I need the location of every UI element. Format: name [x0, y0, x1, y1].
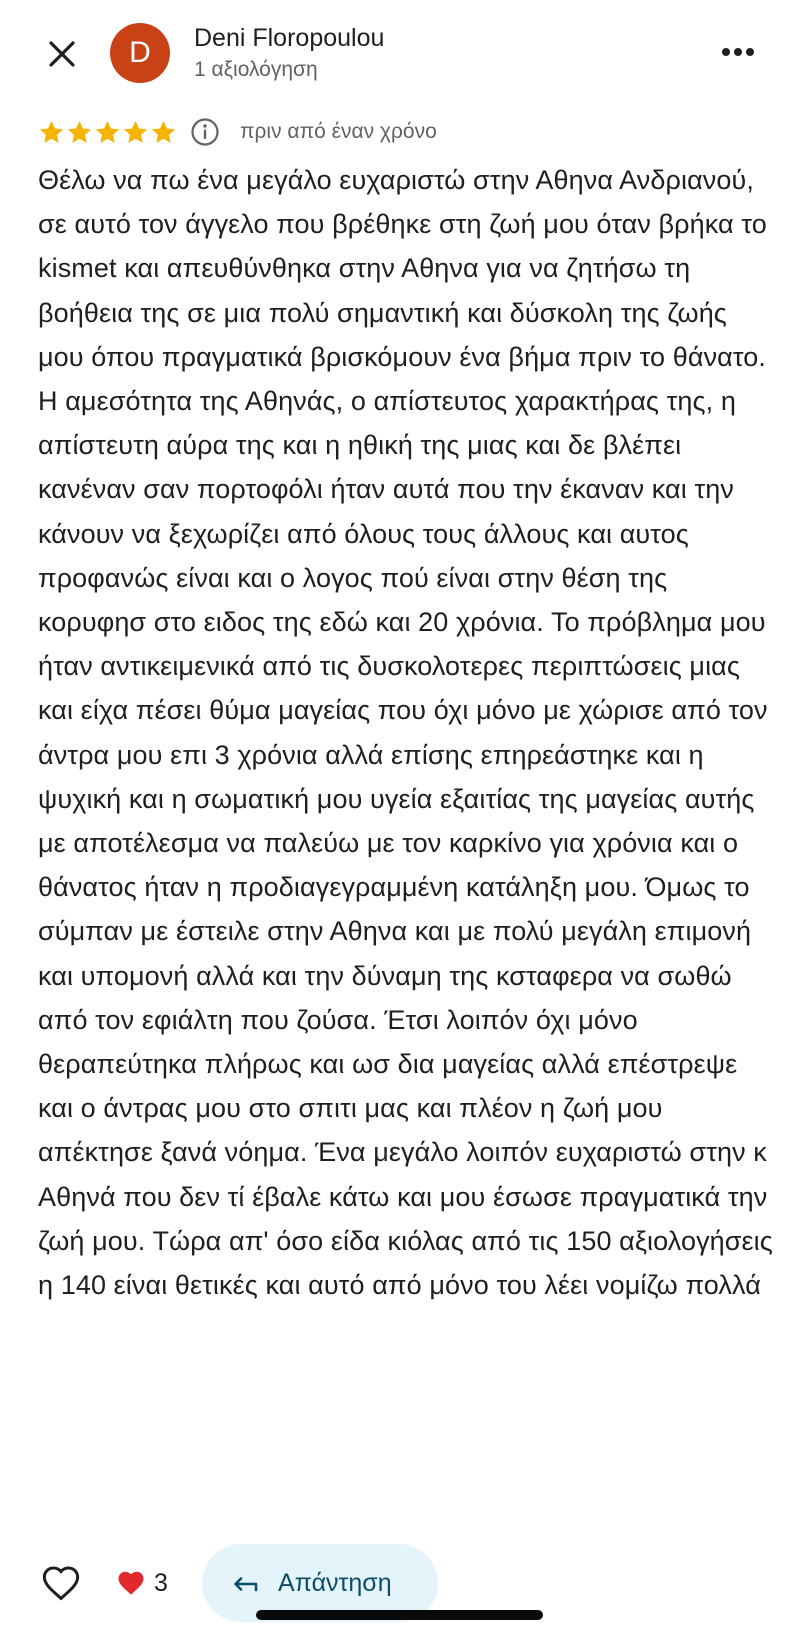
rating-row: [38, 112, 437, 152]
reaction-count: 3: [154, 1568, 168, 1597]
reaction-summary[interactable]: [116, 1566, 168, 1600]
heart-outline-icon: [41, 1564, 81, 1602]
like-button[interactable]: [38, 1560, 84, 1606]
heart-filled-icon: [116, 1569, 146, 1597]
info-icon[interactable]: [190, 117, 220, 147]
review-text: Θέλω να πω ένα μεγάλο ευχαριστώ στην Αθηνα Ανδριανού, σε αυτό τον άγγελο που βρέθηκε στη ζωή μου όταν βρήκα το kismet και απευθύνθηκα στην Αθηνα για να ζητήσω τη βοήθεια της σε μια πολύ σημαντική και δύσκολη της ζωής μου όπου πραγματικά βρισκόμουν ένα βήμα πριν το θάνατο. Η αμεσότητα της Αθηνάς, ο απίστευτος χαρακτήρας της, η απίστευτη αύρα της και η ηθική της μιας και δε βλέπει κανέναν σαν πορτοφόλι ήταν αυτά που την έκαναν και την κάνουν να ξεχωρίζει από όλους τους άλλους και αυτος προφανώς είναι και ο λογος πού είναι στην θέση της κορυφησ στο ειδος της εδώ και 20 χρόνια. Το πρόβλημα μου ήταν αντικειμενικά από τις δυσκολοτερες περιπτώσεις μιας και είχα πέσει θύμα μαγείας που όχι μόνο με χώρισε από τον άντρα μου επι 3 χρόνια αλλά επίσης επηρεάστηκε και η ψυχική και η σωματική μου υγεία εξαιτίας της μαγείας αυτής με αποτέλεσμα να παλεύω με τον καρκίνο για χρόνια και ο θάνατος ήταν η προδιαγεγραμμένη κατάληξη μου. Όμως το σύμπαν με έστειλε στην Αθηνα και με πολύ μεγάλη επιμονή και υπομονή αλλά και την δύναμη της κσταφερα να σωθώ από τον εφιάλτη που ζούσα. Έτσι λοιπόν όχι μόνο θεραπεύτηκα πλήρως και ωσ δια μαγείας αλλά επέστρεψε και ο άντρας μου στο σπιτι μας και πλέον η ζωή μου απέκτησε ξανά νόημα. Ένα μεγάλο λοιπόν ευχαριστώ στην κ Αθηνά που δεν τί έβαλε κάτω και μου έσωσε πραγματικά την ζωή μου. Τώρα απ' όσο είδα κιόλας από τις 150 αξιολογήσεις η 140 είναι θετικές και αυτό από μόνο του λέει νομίζω πολλά: [38, 165, 773, 1301]
close-button[interactable]: [40, 32, 84, 76]
avatar-letter: D: [129, 36, 151, 69]
star-icon: [66, 119, 93, 146]
more-horizontal-icon: [721, 47, 755, 57]
avatar[interactable]: [110, 23, 170, 83]
reply-label: Απάντηση: [278, 1568, 392, 1597]
review-header: [0, 0, 800, 110]
home-indicator[interactable]: [256, 1610, 543, 1620]
star-icon: [122, 119, 149, 146]
author-review-count: 1 αξιολόγηση: [194, 58, 318, 81]
star-icon: [94, 119, 121, 146]
close-icon: [47, 39, 77, 69]
star-icon: [150, 119, 177, 146]
more-options-button[interactable]: [712, 32, 764, 72]
star-rating: [38, 119, 178, 146]
review-time: πριν από έναν χρόνο: [240, 120, 437, 143]
star-icon: [38, 119, 65, 146]
author-name[interactable]: Deni Floropoulou: [194, 24, 385, 52]
reply-arrow-icon: [230, 1568, 260, 1598]
